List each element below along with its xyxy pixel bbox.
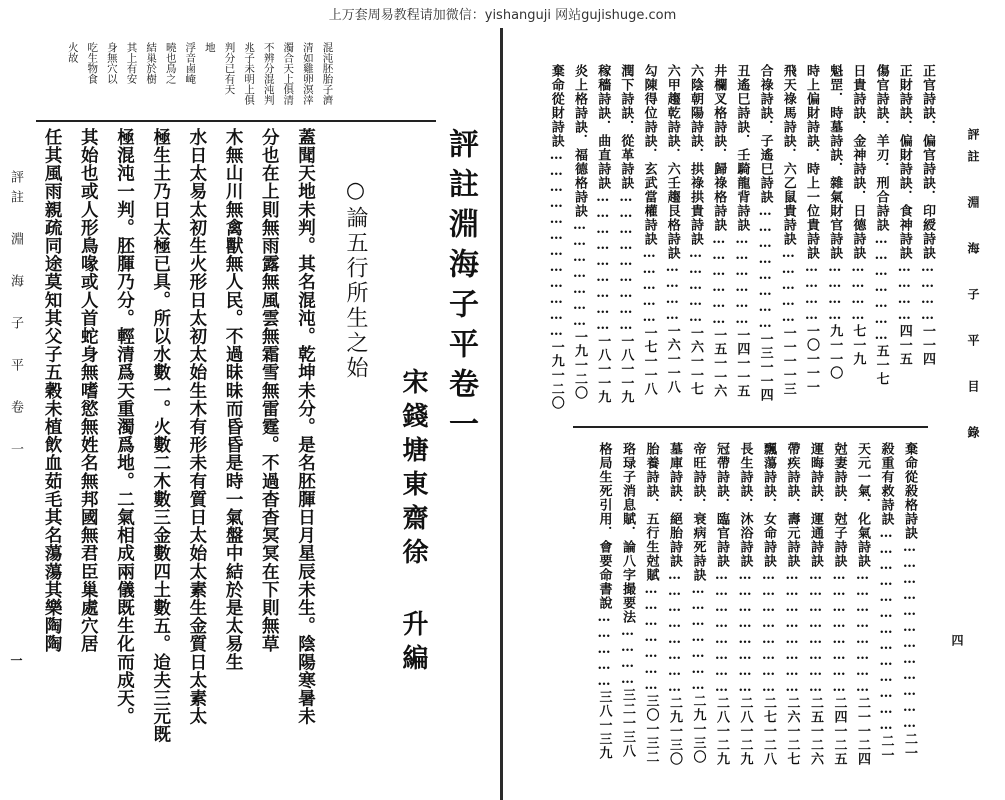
annotation-column: 兆子未明上俱	[243, 42, 256, 105]
page-fold	[500, 28, 503, 800]
toc-entry: 勾陳得位詩訣．玄武當權詩訣……………一七一一八	[641, 64, 657, 396]
text-column: 其始也或人形鳥喙或人首蛇身無嗜慾無姓名無邦國無君臣巢處穴居	[78, 128, 99, 653]
running-head: 評註 淵 海 子 平 卷 一	[8, 170, 23, 462]
toc-entry: 六陰朝陽詩訣．拱祿拱貴詩訣……………一六一一七	[688, 64, 703, 396]
toc-entry: 魁罡．時墓詩訣．雜氣財官詩訣…………九一一〇	[827, 64, 843, 380]
toc-entry: 天元一氣．化氣詩訣……………………二一一二四	[855, 442, 870, 766]
toc-entry: 井欄叉格詩訣．歸祿格詩訣………………一五一一六	[711, 64, 727, 398]
toc-entry: 帶疾詩訣．壽元詩訣……………………二六一二七	[784, 442, 800, 766]
toc-entry: 長生詩訣．沐浴詩訣……………………二八一二九	[737, 442, 753, 766]
toc-entry: 正官詩訣．偏官詩訣．印綬詩訣…………一一四	[920, 64, 935, 366]
volume-title: 評註淵海子平卷一	[443, 128, 478, 448]
toc-entry: 傷官詩訣．羊刃．刑合詩訣…………………五一七	[873, 64, 889, 386]
toc-entry: 殺重有救詩訣…………………………………二一	[878, 442, 894, 762]
toc-entry: 正財詩訣．偏財詩訣．食神詩訣…………四一五	[896, 64, 912, 366]
toc-entry: 飄蕩詩訣．女命詩訣……………………二七一二八	[761, 442, 776, 766]
toc-entry: 飛天祿馬詩訣．六乙鼠貴詩訣……………一一一一三	[780, 64, 796, 396]
toc-entry: 炎上格詩訣．福德格詩訣…………………一九一二〇	[572, 64, 587, 400]
text-column: 蓋聞天地未判。其名混沌。乾坤未分。是名胚腪日月星辰未生。陰陽寒暑未	[295, 128, 316, 726]
toc-middle-rule	[573, 426, 928, 428]
toc-entry: 珞琭子消息賦．論八字撮要法…………三二一三八	[620, 442, 635, 758]
annotation-column: 混沌胚胎子濟	[321, 42, 334, 105]
annotation-column: 吃生物食	[86, 42, 99, 84]
annotation-column: 清如雞卵溟涬	[301, 42, 314, 105]
annotation-column: 曉也鳥之	[164, 42, 177, 84]
toc-entry: 潤下詩訣．從革詩訣………………………一八一一九	[618, 64, 634, 404]
text-column: 極生土乃日太極已具。所以水數一。火數二木數三金數四土數五。迨夫三元既	[150, 128, 171, 744]
annotation-column: 其上有安	[125, 42, 138, 84]
section-heading: ○論五行所生之始	[343, 178, 368, 381]
toc-entry: 格局生死引用．會要命書說……………三八一三九	[596, 442, 612, 760]
annotation-column: 判分已有天	[223, 42, 236, 95]
toc-entry: 六甲趨乾詩訣．六壬趨艮格詩訣…………一六一一八	[664, 64, 680, 394]
toc-entry: 運晦詩訣．運通詩訣……………………二五一二六	[808, 442, 823, 766]
toc-entry: 冠帶詩訣．臨官詩訣……………………二八一二九	[714, 442, 729, 766]
text-page	[0, 28, 500, 800]
annotation-column: 不辨分混沌判	[262, 42, 275, 105]
text-column: 水日太易太初生火形日太初太始生木有形未有質日太始太素生金質日太素太	[186, 128, 207, 726]
toc-entry: 墓庫詩訣．絕胎詩訣……………………二九一三〇	[667, 442, 682, 766]
table-of-contents-page	[503, 28, 1005, 800]
annotation-column: 浮音鹵崦	[184, 42, 197, 84]
toc-entry: 胎養詩訣．五行生尅賦…………………三〇一三二	[643, 442, 659, 764]
text-column: 木無山川無禽獸無人民。不過昧昧而昏昏是時一氣盤中結於是太易生	[223, 128, 244, 671]
toc-entry: 棄命從殺格詩訣………………………………二一	[902, 442, 917, 760]
annotation-column: 地	[203, 42, 216, 53]
text-column: 極混沌一判。胚腪乃分。輕清爲天重濁爲地。二氣相成兩儀既生化而成天。	[114, 128, 135, 726]
page-number: 一	[9, 654, 23, 666]
annotation-column: 結巢於樹	[145, 42, 158, 84]
annotation-column: 火故	[66, 42, 79, 63]
text-column: 分也在上則無雨露無風雲無霜雪無雷霆。不過杳杳冥冥在下則無草	[259, 128, 280, 653]
toc-entry: 尅妻詩訣．尅子詩訣……………………二四一二五	[831, 442, 847, 766]
toc-entry: 棄命從財詩訣………………………………一九一二〇	[548, 64, 564, 410]
text-column: 任其風雨親疏同途莫知其父子五穀未植飲血茹毛其名蕩蕩其樂陶陶	[42, 128, 63, 653]
toc-entry: 帝旺詩訣．衰病死詩訣…………………二九一三〇	[690, 442, 706, 764]
watermark-header: 上万套周易教程请加微信：yishanguji 网站gujishuge.com	[328, 8, 677, 23]
toc-title: 評註 淵 海 子 平 目 錄	[966, 128, 980, 448]
toc-entry: 時上偏財詩訣．時上一位貴詩訣…………一〇一一一	[804, 64, 819, 394]
toc-entry: 合祿詩訣．子遙巳詩訣……………………一三一一四	[757, 64, 773, 402]
toc-entry: 日貴詩訣．金神詩訣．日德詩訣…………七一九	[850, 64, 866, 366]
author-line: 宋錢塘東齋徐 升編	[398, 368, 428, 678]
annotation-column: 身無穴以	[105, 42, 118, 84]
toc-entry: 丑遙巳詩訣．壬騎龍背詩訣………………一四一一五	[734, 64, 750, 398]
head-rule	[36, 120, 436, 122]
toc-entry: 稼穡詩訣．曲直詩訣………………………一八一一九	[595, 64, 611, 404]
annotation-column: 濁合天上俱清	[282, 42, 295, 105]
toc-page-number: 四	[950, 634, 964, 646]
